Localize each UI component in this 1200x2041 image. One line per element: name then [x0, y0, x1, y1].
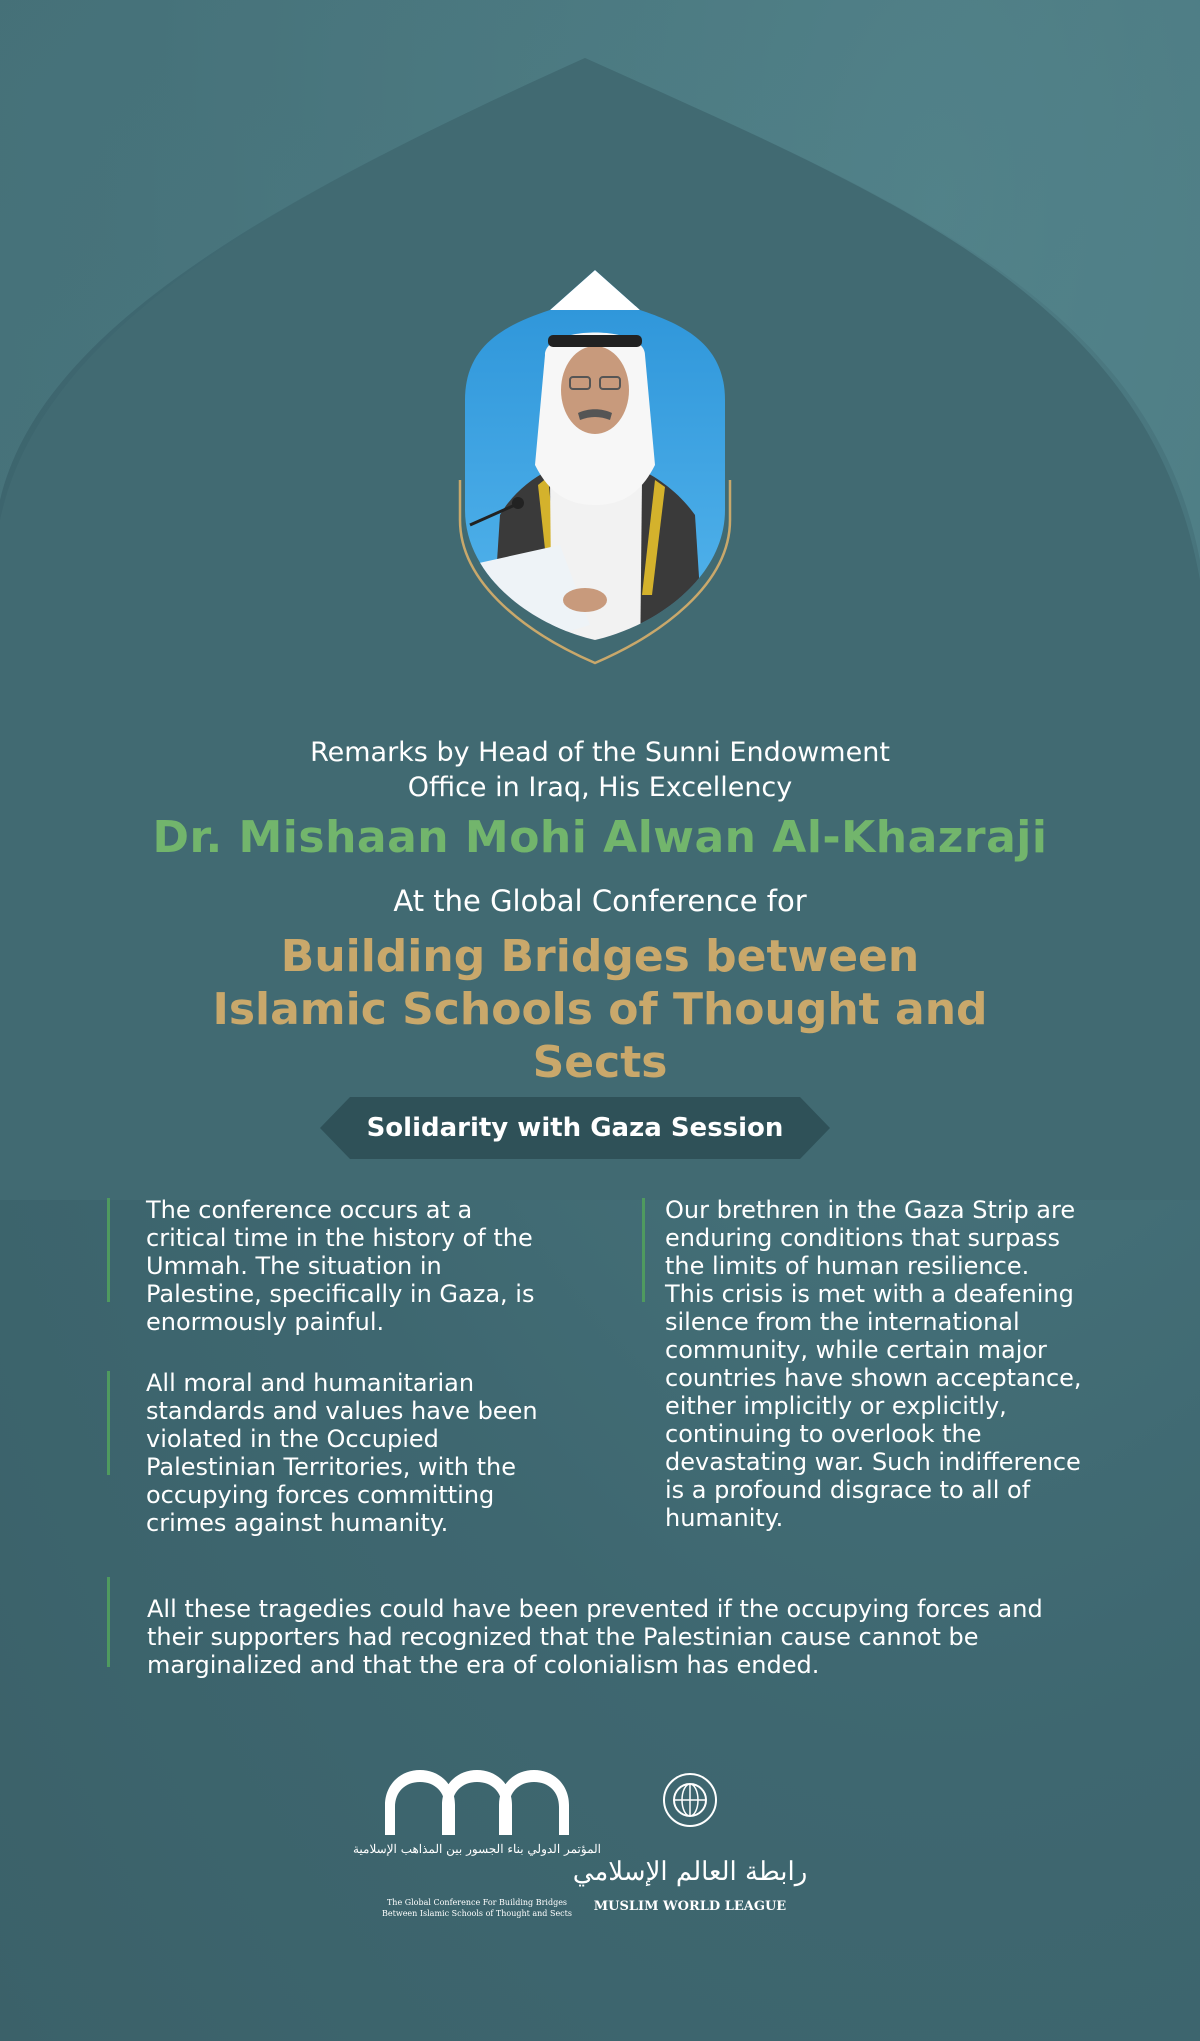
- mwl-label: MUSLIM WORLD LEAGUE: [593, 1899, 787, 1914]
- accent-bar: [107, 1371, 110, 1475]
- paragraph-3: Our brethren in the Gaza Strip are enduring conditions that surpass the limits of human resilience. This crisis is met with a deafening silence from the international community, while certain major countries have shown acceptance, either implicitly or explicitly, continuing to overlook the devastating war. Such indifference is a profound disgrace to all of humanity.: [665, 1196, 1082, 1532]
- speaker-portrait: [430, 265, 760, 670]
- intro-line: Remarks by Head of the Sunni Endowment Office in Iraq, His Excellency: [310, 737, 890, 803]
- conference-title: [0, 930, 1200, 1089]
- mwl-logo-arabic: رابطة العالم الإسلامي: [572, 1857, 808, 1887]
- accent-bar: [107, 1198, 110, 1302]
- accent-bar: [642, 1198, 645, 1302]
- accent-bar: [107, 1577, 110, 1667]
- paragraph-4: All these tragedies could have been prevented if the occupying forces and their supporters had recognized that the Palestinian cause cannot be marginalized and that the era of colonialism has ended.: [147, 1595, 1043, 1679]
- footer-logos: [353, 1765, 808, 1925]
- mwl-logo: [573, 1774, 808, 1914]
- intro-text: [0, 735, 1200, 805]
- conference-logo-arabic: المؤتمر الدولي بناء الجسور بين المذاهب الإسلامية: [353, 1842, 601, 1856]
- session-label: Solidarity with Gaza Session: [366, 1113, 784, 1143]
- conference-logo-en-2: Between Islamic Schools of Thought and Sects: [382, 1909, 572, 1918]
- conference-logo: [353, 1770, 601, 1918]
- conference-logo-en-1: The Global Conference For Building Bridges: [386, 1898, 568, 1907]
- paragraph-2: All moral and humanitarian standards and values have been violated in the Occupied Palestinian Territories, with the occupying forces committing crimes against humanity.: [146, 1369, 538, 1537]
- conference-title-text: Building Bridges between Islamic Schools of Thought and Sects: [212, 931, 988, 1088]
- speaker-name: Dr. Mishaan Mohi Alwan Al-Khazraji: [152, 812, 1048, 863]
- conference-prefix: At the Global Conference for: [393, 884, 807, 918]
- paragraph-1: The conference occurs at a critical time in the history of the Ummah. The situation in Palestine, specifically in Gaza, is enormously painful.: [146, 1196, 535, 1336]
